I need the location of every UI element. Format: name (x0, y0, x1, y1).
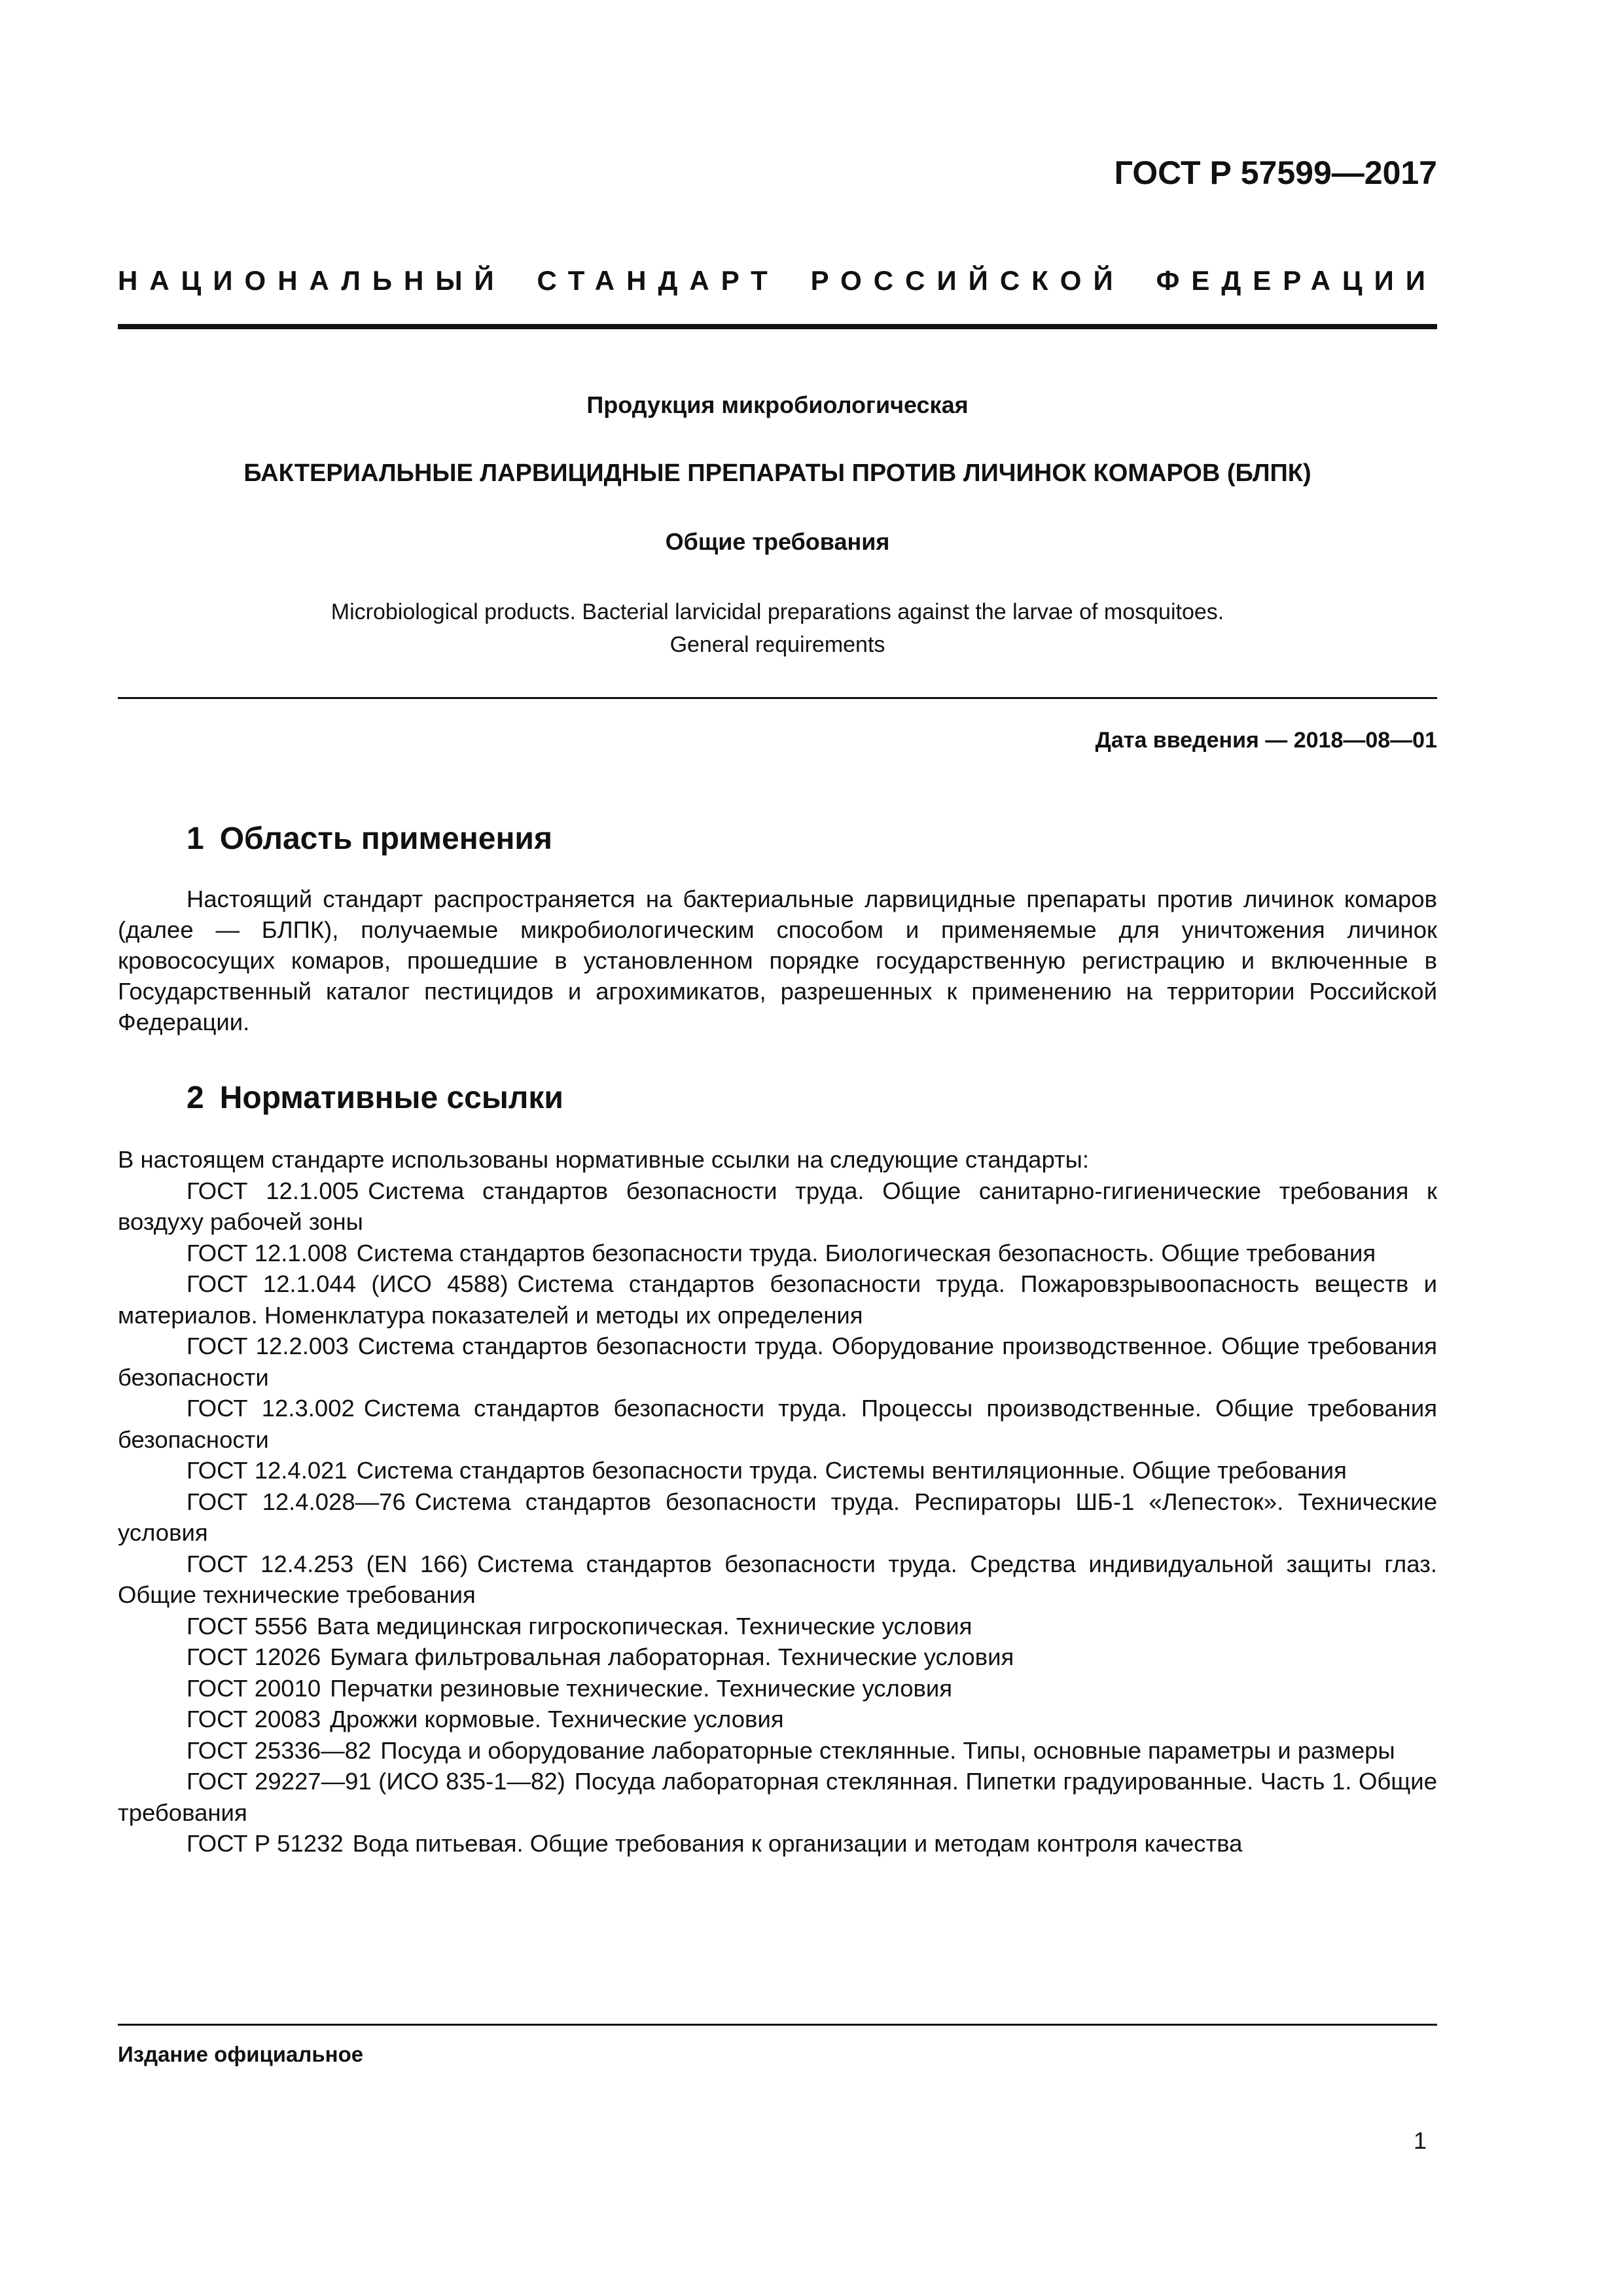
reference-text: Система стандартов безопасности труда. Оборудование производственное. Общие требования безопасности (118, 1333, 1437, 1391)
main-title: БАКТЕРИАЛЬНЫЕ ЛАРВИЦИДНЫЕ ПРЕПАРАТЫ ПРОТИВ ЛИЧИНОК КОМАРОВ (БЛПК) (243, 459, 1311, 487)
english-title-line: General requirements (669, 632, 885, 657)
reference-text: Система стандартов безопасности труда. Процессы производственные. Общие требования безопасности (118, 1395, 1437, 1453)
reference-text: Дрожжи кормовые. Технические условия (330, 1706, 784, 1732)
reference-code: ГОСТ 12.1.005 (187, 1177, 359, 1204)
section-1-heading (187, 821, 552, 857)
reference-item (118, 1175, 1437, 1238)
section-1-text: Настоящий стандарт распространяется на бактериальные ларвицидные препараты против личинок комаров (далее — БЛПК), получаемые микробиологическим способом и применяемые для уничтожения личинок кровососущих комаров, прошедшие в установленном порядке государственную регистрацию и включенные в Государственный каталог пестицидов и агрохимикатов, разрешенных к применению на территории Российской Федерации. (118, 886, 1437, 1035)
reference-code: ГОСТ Р 51232 (187, 1830, 344, 1857)
reference-item (118, 1735, 1437, 1767)
section-number: 1 (187, 821, 204, 856)
reference-code: ГОСТ 12.1.044 (ИСО 4588) (187, 1270, 508, 1297)
requirements-subtitle: Общие требования (665, 528, 890, 555)
english-title-line: Microbiological products. Bacterial larvicidal preparations against the larvae of mosquitoes. (330, 600, 1224, 624)
normative-references (118, 1144, 1437, 1859)
reference-text: Вата медицинская гигроскопическая. Технические условия (316, 1612, 972, 1640)
reference-item (118, 1641, 1437, 1673)
reference-item (118, 1331, 1437, 1393)
introduction-date: Дата введения — 2018—08—01 (1095, 728, 1437, 753)
title-divider (118, 697, 1437, 699)
gost-number: ГОСТ Р 57599—2017 (1114, 154, 1437, 191)
reference-text: Вода питьевая. Общие требования к организации и методам контроля качества (352, 1830, 1243, 1857)
national-title-word: ФЕДЕРАЦИИ (1156, 265, 1437, 296)
reference-text: Бумага фильтровальная лабораторная. Технические условия (330, 1643, 1014, 1670)
reference-code: ГОСТ 12.1.008 (187, 1239, 348, 1266)
reference-text: Система стандартов безопасности труда. Средства индивидуальной защиты глаз. Общие технические требования (118, 1550, 1437, 1608)
reference-text: Посуда и оборудование лабораторные стеклянные. Типы, основные параметры и размеры (380, 1736, 1395, 1764)
national-title-word: НАЦИОНАЛЬНЫЙ (118, 265, 506, 296)
reference-item (118, 1828, 1437, 1859)
reference-item (118, 1238, 1437, 1269)
national-standard-title (118, 265, 1437, 296)
reference-code: ГОСТ 12.4.021 (187, 1457, 348, 1484)
reference-code: ГОСТ 20083 (187, 1706, 321, 1732)
reference-text: Система стандартов безопасности труда. Системы вентиляционные. Общие требования (356, 1457, 1347, 1484)
reference-item (118, 1704, 1437, 1735)
reference-code: ГОСТ 29227—91 (ИСО 835-1—82) (187, 1768, 565, 1795)
reference-item (118, 1393, 1437, 1455)
reference-text: Система стандартов безопасности труда. Биологическая безопасность. Общие требования (356, 1239, 1376, 1266)
national-title-word: РОССИЙСКОЙ (810, 265, 1125, 296)
section-number: 2 (187, 1081, 204, 1115)
reference-text: Система стандартов безопасности труда. Общие санитарно-гигиенические требования к воздуху рабочей зоны (118, 1177, 1437, 1235)
reference-code: ГОСТ 25336—82 (187, 1736, 372, 1764)
reference-code: ГОСТ 12.4.028—76 (187, 1488, 406, 1515)
official-edition-label: Издание официальное (118, 2042, 364, 2066)
reference-item (118, 1611, 1437, 1642)
reference-code: ГОСТ 12.4.253 (EN 166) (187, 1550, 469, 1577)
section-title: Область применения (219, 821, 552, 856)
reference-item (118, 1549, 1437, 1611)
reference-item (118, 1486, 1437, 1549)
reference-code: ГОСТ 5556 (187, 1612, 308, 1640)
reference-item (118, 1268, 1437, 1331)
national-title-word: СТАНДАРТ (537, 265, 779, 296)
reference-code: ГОСТ 12.3.002 (187, 1395, 355, 1422)
references-intro: В настоящем стандарте использованы нормативные ссылки на следующие стандарты: (118, 1146, 1090, 1173)
reference-code: ГОСТ 20010 (187, 1674, 321, 1702)
section-2-heading (187, 1080, 563, 1116)
footer-divider (118, 2024, 1437, 2026)
product-group-title: Продукция микробиологическая (586, 391, 969, 418)
english-title (118, 596, 1437, 661)
reference-item (118, 1673, 1437, 1704)
reference-text: Система стандартов безопасности труда. Респираторы ШБ-1 «Лепесток». Технические условия (118, 1488, 1437, 1546)
page-number: 1 (1413, 2127, 1427, 2154)
reference-text: Посуда лабораторная стеклянная. Пипетки градуированные. Часть 1. Общие требования (118, 1768, 1437, 1826)
reference-code: ГОСТ 12026 (187, 1643, 321, 1670)
reference-text: Система стандартов безопасности труда. Пожаровзрывоопасность веществ и материалов. Номенклатура показателей и методы их определения (118, 1270, 1437, 1329)
section-title: Нормативные ссылки (219, 1081, 563, 1115)
reference-item (118, 1455, 1437, 1486)
reference-code: ГОСТ 12.2.003 (187, 1333, 349, 1359)
header-divider (118, 324, 1437, 329)
reference-text: Перчатки резиновые технические. Технические условия (330, 1674, 953, 1702)
reference-item (118, 1766, 1437, 1828)
